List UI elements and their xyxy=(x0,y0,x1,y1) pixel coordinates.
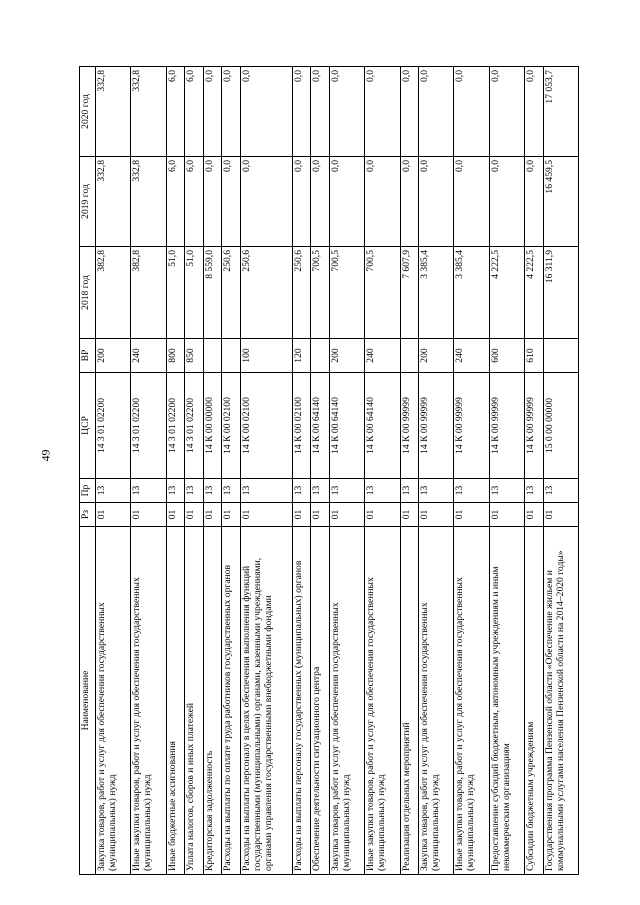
cell-pr: 13 xyxy=(543,479,578,503)
cell-rz: 01 xyxy=(311,503,329,527)
table-row xyxy=(166,67,184,875)
table-row xyxy=(311,67,329,875)
cell-name: Предоставление субсидий бюджетным, автономным учреждениям и иным некоммерческим организациям xyxy=(489,527,524,875)
cell-vr: 200 xyxy=(96,339,131,373)
cell-2018: 250,6 xyxy=(240,247,292,339)
cell-rz: 01 xyxy=(365,503,400,527)
cell-2020: 0,0 xyxy=(400,67,418,157)
cell-name: Закупка товаров, работ и услуг для обеспечения государственных (муниципальных) нужд xyxy=(418,527,453,875)
cell-2019: 0,0 xyxy=(292,157,310,247)
cell-vr: 800 xyxy=(166,339,184,373)
cell-2018: 51,0 xyxy=(166,247,184,339)
cell-pr: 13 xyxy=(489,479,524,503)
cell-pr: 13 xyxy=(418,479,453,503)
cell-2018: 700,5 xyxy=(311,247,329,339)
cell-2019: 0,0 xyxy=(454,157,489,247)
cell-rz: 01 xyxy=(525,503,543,527)
cell-pr: 13 xyxy=(525,479,543,503)
cell-rz: 01 xyxy=(329,503,364,527)
cell-rz: 01 xyxy=(131,503,166,527)
cell-csr: 14 К 00 64140 xyxy=(365,373,400,479)
header-csr: ЦСР xyxy=(80,373,96,479)
cell-pr: 13 xyxy=(166,479,184,503)
cell-2018: 16 311,9 xyxy=(543,247,578,339)
cell-rz: 01 xyxy=(292,503,310,527)
rotated-table-container xyxy=(79,67,579,875)
table-row xyxy=(418,67,453,875)
cell-2018: 700,5 xyxy=(329,247,364,339)
cell-vr: 240 xyxy=(454,339,489,373)
table-row xyxy=(203,67,221,875)
cell-2019: 0,0 xyxy=(418,157,453,247)
table-row xyxy=(96,67,131,875)
cell-2020: 0,0 xyxy=(365,67,400,157)
cell-2019: 0,0 xyxy=(311,157,329,247)
table-row xyxy=(292,67,310,875)
cell-pr: 13 xyxy=(365,479,400,503)
cell-csr: 14 3 01 02200 xyxy=(131,373,166,479)
cell-pr: 13 xyxy=(240,479,292,503)
cell-2020: 0,0 xyxy=(240,67,292,157)
cell-name: Иные бюджетные ассигнования xyxy=(166,527,184,875)
cell-2018: 382,8 xyxy=(131,247,166,339)
cell-name: Субсидии бюджетным учреждениям xyxy=(525,527,543,875)
cell-pr: 13 xyxy=(400,479,418,503)
cell-csr: 14 3 01 02200 xyxy=(166,373,184,479)
cell-rz: 01 xyxy=(454,503,489,527)
cell-csr: 14 К 00 99999 xyxy=(454,373,489,479)
cell-name: Обеспечение деятельности ситуационного центра xyxy=(311,527,329,875)
cell-name: Иные закупки товаров, работ и услуг для обеспечения государственных (муниципальных) нужд xyxy=(131,527,166,875)
cell-2018: 700,5 xyxy=(365,247,400,339)
table-row xyxy=(240,67,292,875)
cell-2019: 0,0 xyxy=(222,157,240,247)
cell-2018: 51,0 xyxy=(185,247,203,339)
cell-pr: 13 xyxy=(131,479,166,503)
cell-csr: 14 К 00 02100 xyxy=(292,373,310,479)
cell-2019: 332,8 xyxy=(96,157,131,247)
header-2019: 2019 год xyxy=(80,157,96,247)
cell-pr: 13 xyxy=(292,479,310,503)
cell-name: Кредиторская задолженность xyxy=(203,527,221,875)
cell-vr xyxy=(311,339,329,373)
cell-2020: 0,0 xyxy=(525,67,543,157)
table-row xyxy=(489,67,524,875)
cell-2018: 382,8 xyxy=(96,247,131,339)
cell-2018: 7 607,9 xyxy=(400,247,418,339)
table-row xyxy=(543,67,578,875)
cell-vr: 120 xyxy=(292,339,310,373)
cell-2020: 0,0 xyxy=(203,67,221,157)
cell-2019: 0,0 xyxy=(525,157,543,247)
cell-pr: 13 xyxy=(311,479,329,503)
cell-2018: 250,6 xyxy=(222,247,240,339)
cell-vr: 850 xyxy=(185,339,203,373)
cell-2020: 6,0 xyxy=(166,67,184,157)
cell-2020: 332,8 xyxy=(96,67,131,157)
cell-2018: 3 385,4 xyxy=(418,247,453,339)
cell-csr: 15 0 00 00000 xyxy=(543,373,578,479)
cell-rz: 01 xyxy=(166,503,184,527)
cell-csr: 14 3 01 02200 xyxy=(185,373,203,479)
cell-pr: 13 xyxy=(329,479,364,503)
cell-csr: 14 К 00 64140 xyxy=(311,373,329,479)
header-vr: ВР xyxy=(80,339,96,373)
cell-rz: 01 xyxy=(203,503,221,527)
cell-2019: 0,0 xyxy=(240,157,292,247)
cell-2020: 0,0 xyxy=(311,67,329,157)
cell-2019: 332,8 xyxy=(131,157,166,247)
cell-vr: 200 xyxy=(329,339,364,373)
cell-vr xyxy=(222,339,240,373)
table-row xyxy=(525,67,543,875)
cell-2018: 3 385,4 xyxy=(454,247,489,339)
cell-csr: 14 3 01 02200 xyxy=(96,373,131,479)
cell-rz: 01 xyxy=(400,503,418,527)
table-header-row xyxy=(80,67,96,875)
cell-2018: 250,6 xyxy=(292,247,310,339)
cell-name: Уплата налогов, сборов и иных платежей xyxy=(185,527,203,875)
cell-2020: 0,0 xyxy=(222,67,240,157)
cell-2019: 0,0 xyxy=(329,157,364,247)
cell-name: Расходы на выплаты персоналу государственных (муниципальных) органов xyxy=(292,527,310,875)
cell-name: Государственная программа Пензенской области «Обеспечение жильем и коммунальными услугами населения Пензенской области на 2014–2020 годы» xyxy=(543,527,578,875)
header-name: Наименование xyxy=(80,527,96,875)
table-row xyxy=(365,67,400,875)
cell-2019: 0,0 xyxy=(365,157,400,247)
cell-2018: 4 222,5 xyxy=(489,247,524,339)
cell-rz: 01 xyxy=(543,503,578,527)
cell-2020: 6,0 xyxy=(185,67,203,157)
page-number: 49 xyxy=(38,449,53,462)
table-body xyxy=(96,67,579,875)
cell-vr: 610 xyxy=(525,339,543,373)
cell-csr: 14 К 00 64140 xyxy=(329,373,364,479)
cell-pr: 13 xyxy=(222,479,240,503)
cell-csr: 14 К 00 02100 xyxy=(222,373,240,479)
cell-2019: 6,0 xyxy=(185,157,203,247)
table-row xyxy=(131,67,166,875)
table-row xyxy=(329,67,364,875)
cell-name: Иные закупки товаров, работ и услуг для обеспечения государственных (муниципальных) нужд xyxy=(365,527,400,875)
cell-csr: 14 К 00 99999 xyxy=(400,373,418,479)
cell-2020: 0,0 xyxy=(329,67,364,157)
cell-pr: 13 xyxy=(96,479,131,503)
cell-name: Реализация отдельных мероприятий xyxy=(400,527,418,875)
cell-rz: 01 xyxy=(240,503,292,527)
cell-csr: 14 К 00 02100 xyxy=(240,373,292,479)
cell-vr xyxy=(543,339,578,373)
cell-vr xyxy=(203,339,221,373)
header-2020: 2020 год xyxy=(80,67,96,157)
table-row xyxy=(400,67,418,875)
cell-name: Закупка товаров, работ и услуг для обеспечения государственных (муниципальных) нужд xyxy=(329,527,364,875)
cell-2018: 8 559,0 xyxy=(203,247,221,339)
header-2018: 2018 год xyxy=(80,247,96,339)
cell-name: Расходы на выплаты персоналу в целях обеспечения выполнения функций государственными (муниципальными) органами, казенными учреждениями, органами управления государственными внебюджетными фондами xyxy=(240,527,292,875)
cell-csr: 14 К 00 99999 xyxy=(489,373,524,479)
cell-2020: 0,0 xyxy=(418,67,453,157)
table-row xyxy=(222,67,240,875)
cell-vr xyxy=(400,339,418,373)
cell-rz: 01 xyxy=(96,503,131,527)
cell-2019: 16 459,5 xyxy=(543,157,578,247)
cell-rz: 01 xyxy=(489,503,524,527)
cell-vr: 100 xyxy=(240,339,292,373)
table-row xyxy=(185,67,203,875)
cell-csr: 14 К 00 99999 xyxy=(418,373,453,479)
cell-name: Иные закупки товаров, работ и услуг для обеспечения государственных (муниципальных) нужд xyxy=(454,527,489,875)
cell-2020: 0,0 xyxy=(489,67,524,157)
cell-vr: 240 xyxy=(365,339,400,373)
cell-rz: 01 xyxy=(222,503,240,527)
cell-2019: 6,0 xyxy=(166,157,184,247)
cell-pr: 13 xyxy=(185,479,203,503)
cell-2020: 332,8 xyxy=(131,67,166,157)
cell-pr: 13 xyxy=(203,479,221,503)
header-pr: Пр xyxy=(80,479,96,503)
table-row xyxy=(454,67,489,875)
cell-rz: 01 xyxy=(418,503,453,527)
cell-rz: 01 xyxy=(185,503,203,527)
cell-2019: 0,0 xyxy=(203,157,221,247)
cell-2019: 0,0 xyxy=(400,157,418,247)
cell-name: Закупка товаров, работ и услуг для обеспечения государственных (муниципальных) нужд xyxy=(96,527,131,875)
cell-2020: 17 053,7 xyxy=(543,67,578,157)
cell-vr: 240 xyxy=(131,339,166,373)
cell-2019: 0,0 xyxy=(489,157,524,247)
cell-csr: 14 К 00 99999 xyxy=(525,373,543,479)
cell-2020: 0,0 xyxy=(292,67,310,157)
cell-vr: 200 xyxy=(418,339,453,373)
cell-vr: 600 xyxy=(489,339,524,373)
budget-table xyxy=(79,66,579,875)
header-rz: Рз xyxy=(80,503,96,527)
cell-name: Расходы на выплаты по оплате труда работников государственных органов xyxy=(222,527,240,875)
cell-csr: 14 К 00 00000 xyxy=(203,373,221,479)
cell-2018: 4 222,5 xyxy=(525,247,543,339)
cell-pr: 13 xyxy=(454,479,489,503)
cell-2020: 0,0 xyxy=(454,67,489,157)
